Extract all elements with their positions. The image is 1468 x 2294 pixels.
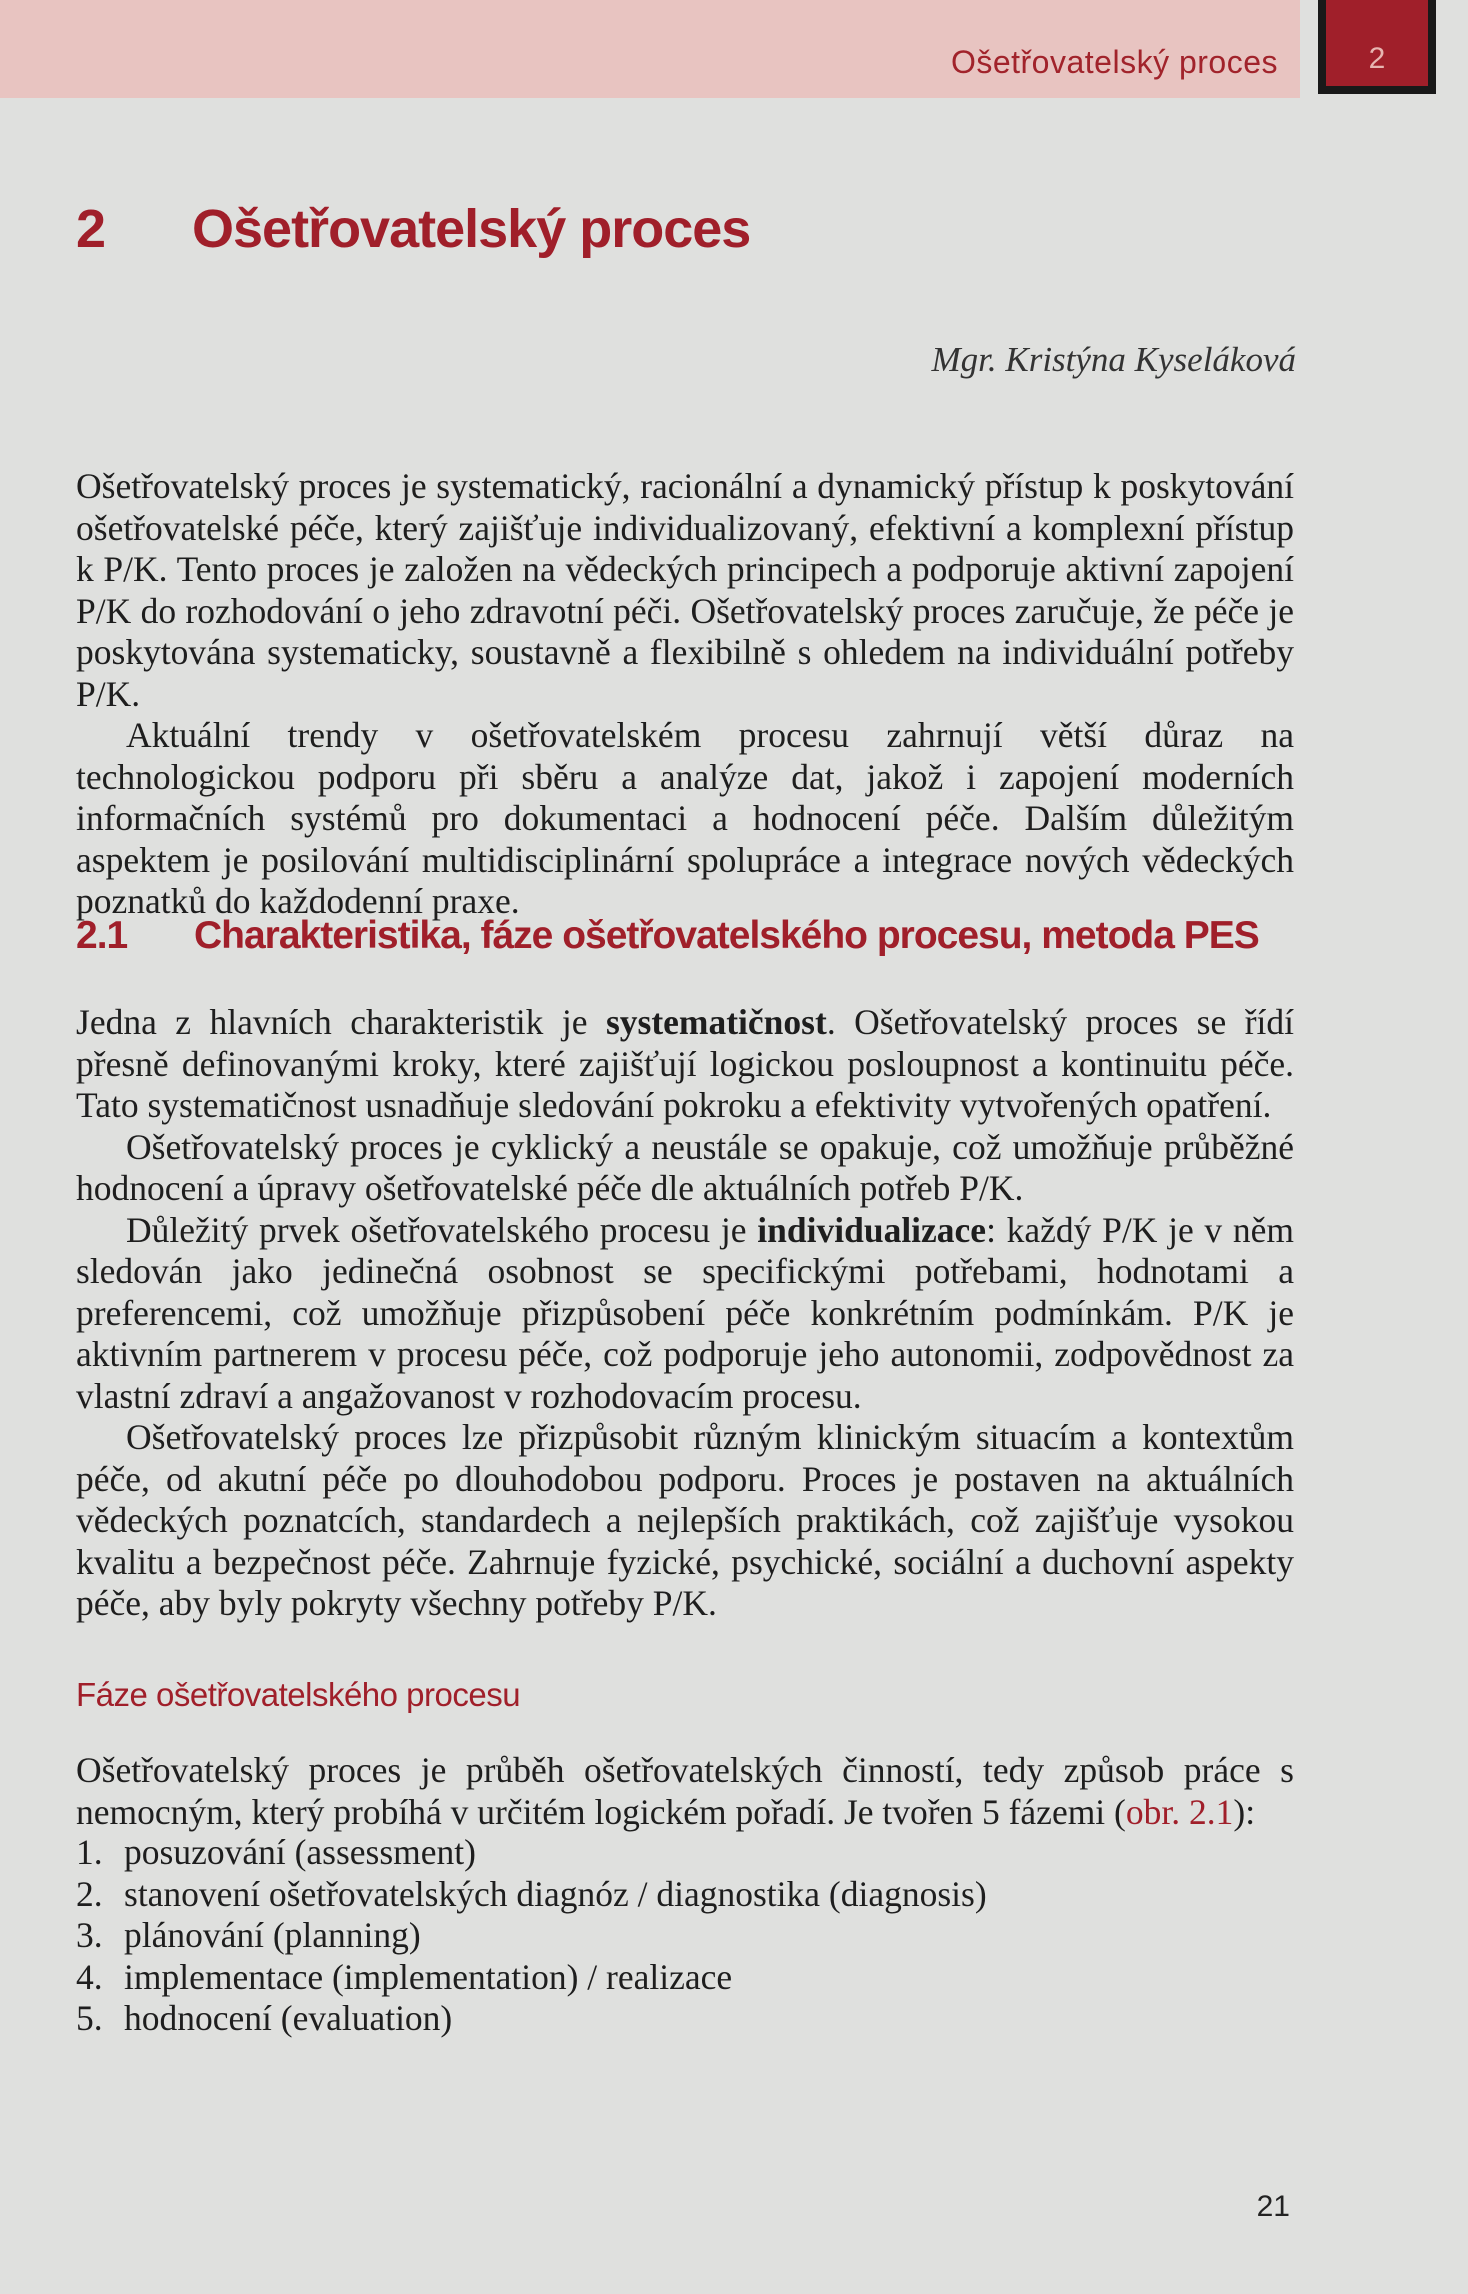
list-item xyxy=(76,1957,987,1999)
list-item xyxy=(76,1832,987,1874)
list-item-number: 1. xyxy=(76,1832,103,1872)
phases-intro-end: ): xyxy=(1233,1791,1256,1832)
list-item-number: 4. xyxy=(76,1956,103,1997)
subsection-heading: Fáze ošetřovatelského procesu xyxy=(76,1676,521,1713)
section-paragraph-4: Ošetřovatelský proces lze přizpůsobit různým klinickým situacím a kontextům péče, od akutní péče po dlouhodobou podporu. Proces je postaven na aktuálních vědeckých poznatcích, standardech a nejlepších praktikách, což zajišťuje vysokou kvalitu a bezpečnost péče. Zahrnuje fyzické, psychické, sociální a duchovní aspekty péče, aby byly pokryty všechny potřeby P/K. xyxy=(76,1417,1294,1623)
p1-text-end: . Ošetřovatelský proces se řídí přesně definovanými kroky, které zajišťují logickou posloupnost a kontinuitu péče. Tato systematičnost usnadňuje sledování pokroku a efektivity vytvořených opatření. xyxy=(76,1002,1295,1125)
list-item xyxy=(76,1915,987,1957)
chapter-number: 2 xyxy=(76,199,106,259)
phase-list xyxy=(76,1832,987,2040)
chapter-tab xyxy=(1318,0,1436,94)
p3-text-end: : každý P/K je v něm sledován jako jedinečná osobnost se specifickými potřebami, hodnotami a preferencemi, což umožňuje přizpůsobení péče konkrétním podmínkám. P/K je aktivním partnerem v procesu péče, což podporuje jeho autonomii, zodpovědnost za vlastní zdraví a angažovanost v rozhodovacím procesu. xyxy=(76,1209,1295,1416)
p3-text-start: Důležitý prvek ošetřovatelského procesu je xyxy=(126,1209,758,1250)
list-item-text: stanovení ošetřovatelských diagnóz / diagnostika (diagnosis) xyxy=(124,1873,987,1914)
figure-reference-link[interactable]: obr. 2.1 xyxy=(1125,1791,1234,1832)
list-item-text: hodnocení (evaluation) xyxy=(124,1998,453,2038)
section-text xyxy=(76,1002,1294,1625)
p1-text-start: Jedna z hlavních charakteristik je xyxy=(76,1002,606,1042)
chapter-title: Ošetřovatelský proces xyxy=(192,199,751,259)
list-item-text: plánování (planning) xyxy=(124,1915,421,1955)
term-systematicnost: systematičnost xyxy=(605,1002,827,1042)
phases-intro xyxy=(76,1750,1294,1833)
section-title: Charakteristika, fáze ošetřovatelského procesu, metoda PES xyxy=(194,914,1259,957)
chapter-tab-number: 2 xyxy=(1368,42,1386,75)
page-number: 21 xyxy=(1256,2190,1290,2223)
chapter-author: Mgr. Kristýna Kyseláková xyxy=(931,340,1296,379)
list-item-text: implementace (implementation) / realizace xyxy=(124,1956,733,1997)
phases-intro-paragraph xyxy=(76,1750,1294,1833)
section-paragraph-3 xyxy=(76,1210,1294,1418)
intro-paragraph-1: Ošetřovatelský proces je systematický, racionální a dynamický přístup k poskytování ošetřovatelské péče, který zajišťuje individualizovaný, efektivní a komplexní přístup k P/K. Tento proces je založen na vědeckých principech a podporuje aktivní zapojení P/K do rozhodování o jeho zdravotní péči. Ošetřovatelský proces zaručuje, že péče je poskytována systematicky, soustavně a flexibilně s ohledem na individuální potřeby P/K. xyxy=(76,466,1294,714)
section-number: 2.1 xyxy=(76,914,128,957)
term-individualizace: individualizace xyxy=(757,1209,987,1250)
list-item-number: 3. xyxy=(76,1915,103,1955)
list-item xyxy=(76,1874,987,1916)
list-item-text: posuzování (assessment) xyxy=(124,1832,476,1872)
intro-text xyxy=(76,466,1294,923)
running-title: Ošetřovatelský proces xyxy=(950,44,1278,80)
section-paragraph-1 xyxy=(76,1002,1294,1127)
list-item-number: 5. xyxy=(76,1998,103,2038)
phases-intro-start: Ošetřovatelský proces je průběh ošetřovatelských činností, tedy způsob práce s nemocným, který probíhá v určitém logickém pořadí. Je tvořen 5 fázemi ( xyxy=(76,1750,1294,1832)
section-paragraph-2: Ošetřovatelský proces je cyklický a neustále se opakuje, což umožňuje průběžné hodnocení a úpravy ošetřovatelské péče dle aktuálních potřeb P/K. xyxy=(76,1126,1294,1208)
list-item xyxy=(76,1998,987,2040)
intro-paragraph-2: Aktuální trendy v ošetřovatelském procesu zahrnují větší důraz na technologickou podporu při sběru a analýze dat, jakož i zapojení moderních informačních systémů pro dokumentaci a hodnocení péče. Dalším důležitým aspektem je posilování multidisciplinární spolupráce a integrace nových vědeckých poznatků do každodenní praxe. xyxy=(76,715,1294,921)
list-item-number: 2. xyxy=(76,1873,103,1914)
section-heading xyxy=(76,914,1259,958)
chapter-heading xyxy=(76,198,750,260)
